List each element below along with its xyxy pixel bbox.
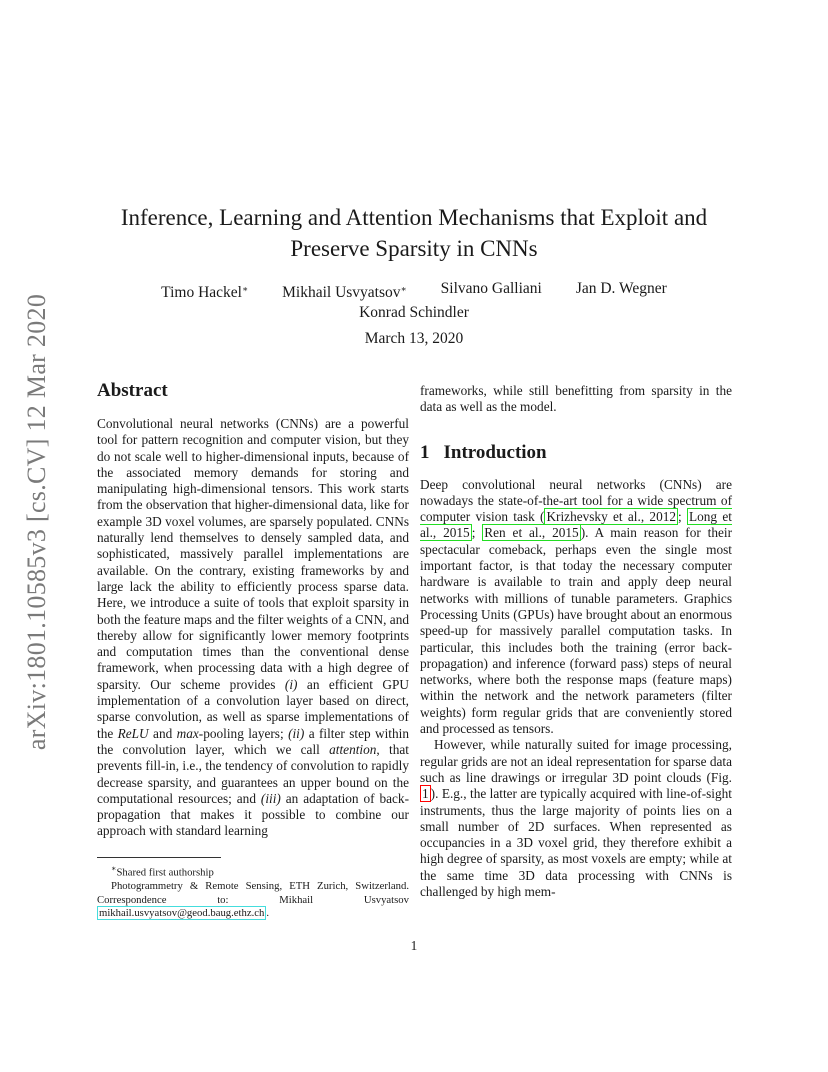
left-column [97,380,409,840]
page-number: 1 [410,938,418,953]
abstract-continued: frameworks, while still benefitting from sparsity in the data as well as the model. [420,383,732,415]
citation-link[interactable]: Krizhevsky et al., 2012 [546,509,677,525]
intro-paragraph-2: However, while naturally suited for image processing, regular grids are not an ideal representation for sparse data such as line drawings or irregular 3D point clouds (Fig. 1 ). E.g., the latter are typically acquired with line-of-sight instruments, thus the large majority of points lies on a small number of 2D surfaces. When represented as occupancies in a 3D voxel grid, they therefore exhibit a high degree of sparsity, as most voxels are empty; while at the same time 3D data processing with CNNs is challenged by high mem- [420,737,732,900]
email-link[interactable]: mikhail.usvyatsov@geod.baug.ethz.ch [99,907,265,920]
author: Konrad Schindler [359,304,469,321]
right-column [420,383,732,900]
abstract-text: Convolutional neural networks (CNNs) are a powerful tool for pattern recognition and computer vision, but they do not scale well to higher-dimensional inputs, because of the associated memory demands for storing and manipulating high-dimensional tensors. This work starts from the observation that higher-dimensional data, like for example 3D voxel volumes, are sparsely populated. CNNs naturally lend themselves to densely sampled data, and sophisticated, massively parallel implementations are available. On the contrary, existing frameworks by and large lack the ability to efficiently process sparse data. Here, we introduce a suite of tools that exploit sparsity in both the feature maps and the filter weights of a CNN, and thereby allow for significantly lower memory footprints and computation times than the conventional dense framework, when processing data with a high degree of sparsity. Our scheme provides (i) an efficient GPU implementation of a convolution layer based on direct, sparse convolution, as well as sparse implementations of the ReLU and max-pooling layers; (ii) a filter step within the convolution layer, which we call attention, that prevents fill-in, i.e., the tendency of convolution to rapidly decrease sparsity, and guarantees an upper bound on the computational resources; and (iii) an adaptation of back-propagation that makes it possible to combine our approach with standard learning [97,416,409,839]
introduction-heading: 1 Introduction [420,441,547,463]
author: Mikhail Usvyatsov∗ [282,284,407,301]
publication-date: March 13, 2020 [364,330,464,347]
intro-paragraph-1: Deep convolutional neural networks (CNNs) are nowadays the state-of-the-art tool for a wide spectrum of computer vision task ( Krizhevsky et al., 2012 ; Long et al., 2015 ; Ren et al., 2015 ). A main reason for their spectacular comeback, perhaps even the single most important factor, is that today the necessary computer hardware is available to train and apply deep neural networks with millions of tunable parameters. Graphics Processing Units (GPUs) have brought about an enormous speed-up for massively parallel computation tasks. In particular, this includes both the training (error back-propagation) and inference (forward pass) steps of neural networks, where both the response maps (feature maps) within the network and the network parameters (filter weights) form regular grids that are conveniently stored and processed as tensors. [420,476,733,737]
footnote-2: Photogrammetry & Remote Sensing, ETH Zurich, Switzerland. Correspondence to: Mikhail Usvyatsov mikhail.usvyatsov@geod.baug.ethz.ch . [97,880,409,920]
author: Silvano Galliani [440,280,542,297]
citation-link[interactable]: Long et al., 2015 [420,509,732,541]
figure-ref-link[interactable]: 1 [422,786,429,802]
arxiv-sidebar-stamp [20,282,54,762]
footnote-rule [97,857,221,858]
footnote-1: ∗Shared first authorship [111,864,214,879]
arxiv-id-text: arXiv:1801.10585v3 [cs.CV] 12 Mar 2020 [22,293,51,751]
author: Timo Hackel∗ [161,284,249,301]
author: Jan D. Wegner [575,280,667,297]
title-line-1: Inference, Learning and Attention Mechanisms that Exploit and [120,205,708,230]
footnotes [97,857,409,921]
citation-link[interactable]: Ren et al., 2015 [484,525,579,541]
paper-title [96,202,732,264]
title-line-2: Preserve Sparsity in CNNs [290,236,538,261]
abstract-heading: Abstract [97,380,168,401]
author-list [96,279,732,323]
